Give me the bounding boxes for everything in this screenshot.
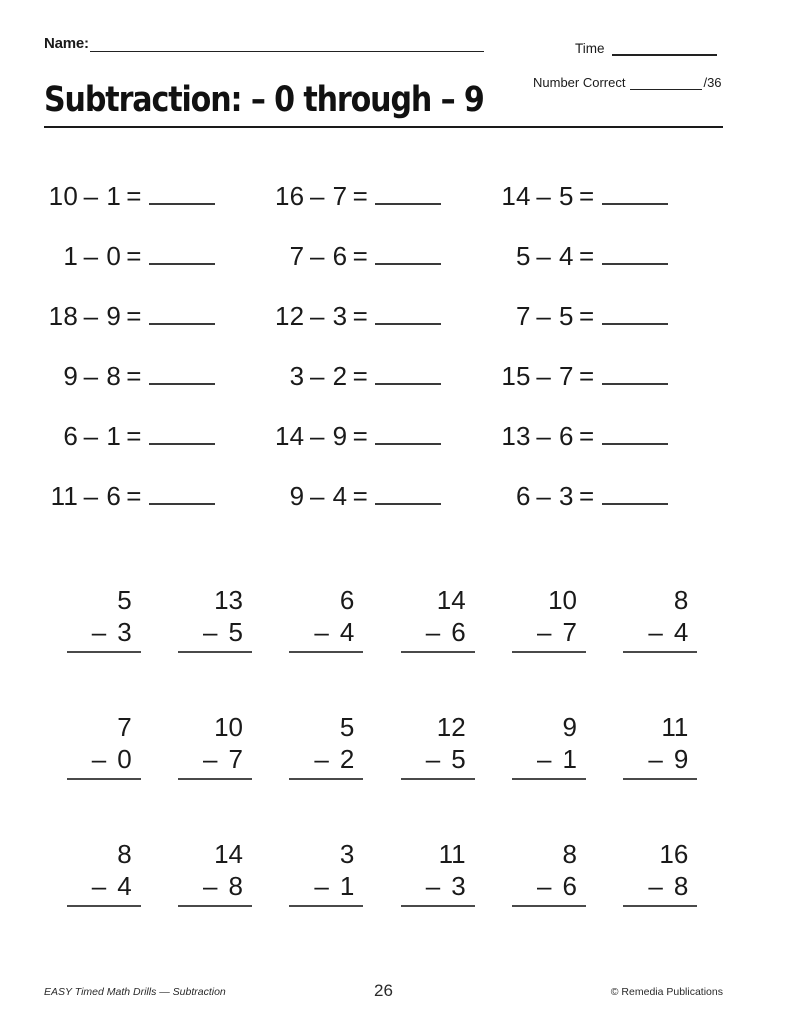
vertical-problem-stack [289,838,363,907]
answer-rule[interactable] [401,778,475,780]
equals-sign: = [126,361,142,391]
horizontal-expression [270,242,441,270]
horizontal-expression [270,482,441,510]
subtrahend: 4 [117,871,132,901]
horizontal-expression [44,362,215,390]
vertical-problem-stack [401,584,475,653]
vertical-problem-stack [67,584,141,653]
subtrahend: 5 [228,617,243,647]
answer-blank[interactable] [602,483,668,505]
minus-sign: – [83,241,99,271]
answer-blank[interactable] [602,303,668,325]
vertical-problem [48,832,159,959]
horizontal-problem [497,226,723,286]
equals-sign: = [352,421,369,451]
minuend: 11 [438,839,466,869]
minus-sign: – [91,744,107,774]
answer-blank[interactable] [375,303,441,325]
minuend: 16 [659,839,689,869]
subtrahend: 6 [558,421,574,451]
minuend: 1 [63,241,78,271]
equals-sign: = [578,301,595,331]
minus-sign: – [83,421,99,451]
minuend: 14 [501,181,531,211]
subtrahend-row [623,616,697,648]
answer-rule[interactable] [67,905,141,907]
minus-sign: – [83,301,99,331]
minus-sign: – [425,617,441,647]
page-title: Subtraction: – 0 through – 9 [44,80,484,120]
minuend: 5 [515,241,531,271]
subtrahend-row [401,743,475,775]
answer-blank[interactable] [602,363,668,385]
minus-sign: – [309,421,325,451]
minus-sign: – [536,301,551,331]
minus-sign: – [648,871,663,901]
minuend: 8 [673,585,689,615]
answer-blank[interactable] [375,483,441,505]
answer-blank[interactable] [149,243,215,265]
answer-blank[interactable] [602,243,668,265]
minuend: 5 [117,585,132,615]
equals-sign: = [126,481,142,511]
minus-sign: – [83,181,99,211]
vertical-problem-stack [512,838,586,907]
vertical-problem-stack [512,711,586,780]
horizontal-expression [270,182,441,210]
vertical-problem [382,832,493,959]
equals-sign: = [126,301,142,331]
vertical-problem [493,705,604,832]
minus-sign: – [91,617,107,647]
vertical-problem-stack [67,838,141,907]
subtrahend: 0 [117,744,132,774]
subtrahend-row [178,870,252,902]
equals-sign: = [126,241,142,271]
minuend: 9 [562,712,577,742]
minus-sign: – [314,744,329,774]
minuend: 6 [339,585,355,615]
vertical-problem [271,705,382,832]
horizontal-problem [44,346,270,406]
vertical-problem-stack [623,711,697,780]
answer-rule[interactable] [512,905,586,907]
vertical-problems-grid [48,578,716,959]
vertical-problem [605,578,716,705]
subtrahend: 7 [558,361,574,391]
minuend: 12 [275,301,305,331]
vertical-problem-stack [178,838,252,907]
subtrahend-row [512,870,586,902]
equals-sign: = [352,361,369,391]
minuend: 8 [117,839,132,869]
number-correct-input-blank[interactable] [630,78,702,90]
minus-sign: – [309,361,325,391]
horizontal-expression [44,182,215,210]
equals-sign: = [126,421,142,451]
horizontal-expression [497,242,668,270]
vertical-problem [48,705,159,832]
number-correct-total: /36 [703,75,722,90]
subtrahend-row [512,616,586,648]
subtrahend: 9 [332,421,348,451]
minuend: 9 [63,361,78,391]
minuend: 3 [289,361,305,391]
minuend: 10 [214,712,243,742]
answer-rule[interactable] [289,905,363,907]
vertical-problem [493,832,604,959]
subtrahend: 4 [558,241,574,271]
subtrahend: 8 [106,361,121,391]
vertical-problem-stack [401,838,475,907]
horizontal-expression [44,482,215,510]
subtrahend: 9 [106,301,121,331]
answer-blank[interactable] [149,303,215,325]
minus-sign: – [91,871,107,901]
subtrahend: 6 [332,241,348,271]
name-field-row [44,36,484,52]
subtrahend-row [623,743,697,775]
subtrahend-row [67,870,141,902]
answer-blank[interactable] [375,423,441,445]
subtrahend: 6 [451,617,466,647]
vertical-problem [605,705,716,832]
subtrahend: 1 [106,421,121,451]
minuend: 15 [501,361,531,391]
subtrahend: 3 [451,871,466,901]
answer-blank[interactable] [149,483,215,505]
answer-blank[interactable] [375,363,441,385]
vertical-problem-stack [178,584,252,653]
minus-sign: – [536,241,551,271]
subtrahend-row [289,616,363,648]
horizontal-problem [270,406,496,466]
equals-sign: = [578,361,595,391]
minus-sign: – [314,617,329,647]
horizontal-problem [44,406,270,466]
subtrahend: 6 [106,481,121,511]
subtrahend-row [401,870,475,902]
answer-rule[interactable] [67,778,141,780]
minuend: 14 [275,421,305,451]
vertical-problem [605,832,716,959]
answer-rule[interactable] [401,651,475,653]
minuend: 8 [562,839,577,869]
vertical-problem-stack [623,838,697,907]
horizontal-problem [44,286,270,346]
horizontal-expression [497,482,668,510]
answer-rule[interactable] [623,778,697,780]
minuend: 14 [436,585,466,615]
answer-rule[interactable] [289,651,363,653]
equals-sign: = [578,241,595,271]
subtrahend-row [67,743,141,775]
horizontal-problem [44,466,270,526]
horizontal-problem [497,346,723,406]
number-correct-label: Number Correct [533,75,626,90]
minus-sign: – [536,181,551,211]
horizontal-problem [497,406,723,466]
answer-blank[interactable] [149,183,215,205]
answer-rule[interactable] [178,905,252,907]
vertical-problem [159,705,270,832]
subtrahend: 5 [558,301,574,331]
subtrahend-row [401,616,475,648]
subtrahend: 3 [117,617,132,647]
subtrahend: 4 [673,617,689,647]
horizontal-expression [270,302,441,330]
subtrahend: 5 [558,181,574,211]
subtrahend-row [512,743,586,775]
subtrahend: 1 [106,181,121,211]
vertical-problem [159,578,270,705]
equals-sign: = [352,181,369,211]
subtrahend-row [178,743,252,775]
vertical-problem-stack [289,584,363,653]
horizontal-problem [497,286,723,346]
answer-rule[interactable] [289,778,363,780]
minus-sign: – [648,617,663,647]
footer-source-text: EASY Timed Math Drills — Subtraction [44,986,226,998]
minus-sign: – [83,361,99,391]
page-number: 26 [374,981,393,1000]
worksheet-footer [44,981,723,1005]
minus-sign: – [537,871,552,901]
minuend: 18 [48,301,78,331]
minus-sign: – [648,744,663,774]
horizontal-expression [270,422,441,450]
horizontal-problem [497,166,723,226]
subtrahend: 2 [339,744,355,774]
subtrahend: 2 [332,361,348,391]
equals-sign: = [126,181,142,211]
minuend: 9 [289,481,305,511]
subtrahend: 3 [558,481,574,511]
minuend: 14 [214,839,243,869]
horizontal-expression [270,362,441,390]
answer-blank[interactable] [375,243,441,265]
minus-sign: – [309,181,325,211]
minuend: 10 [48,181,78,211]
minus-sign: – [536,421,551,451]
subtrahend: 6 [562,871,577,901]
horizontal-problem [270,286,496,346]
minus-sign: – [425,871,441,901]
answer-blank[interactable] [149,423,215,445]
vertical-problem-stack [623,584,697,653]
minus-sign: – [536,481,551,511]
horizontal-problem [44,166,270,226]
minus-sign: – [309,241,325,271]
horizontal-problem [270,166,496,226]
horizontal-problem [497,466,723,526]
footer-copyright: © Remedia Publications [610,986,723,998]
vertical-problem [48,578,159,705]
vertical-problem [493,578,604,705]
vertical-problem-stack [512,584,586,653]
equals-sign: = [352,481,369,511]
answer-blank[interactable] [602,183,668,205]
minus-sign: – [537,617,552,647]
title-divider [44,126,723,128]
subtrahend: 0 [106,241,121,271]
minus-sign: – [83,481,99,511]
vertical-problem-stack [67,711,141,780]
minuend: 12 [436,712,466,742]
horizontal-expression [44,302,215,330]
horizontal-expression [44,242,215,270]
minuend: 7 [289,241,305,271]
subtrahend: 1 [562,744,577,774]
minus-sign: – [203,871,218,901]
minuend: 16 [275,181,305,211]
name-input-blank[interactable] [90,38,484,52]
subtrahend: 7 [332,181,348,211]
minuend: 5 [339,712,355,742]
answer-rule[interactable] [623,905,697,907]
equals-sign: = [578,421,595,451]
minuend: 3 [339,839,355,869]
answer-rule[interactable] [178,651,252,653]
minus-sign: – [536,361,551,391]
vertical-problem [382,578,493,705]
minuend: 11 [661,712,689,742]
subtrahend-row [178,616,252,648]
vertical-problem [271,578,382,705]
horizontal-problem [270,346,496,406]
subtrahend: 3 [332,301,348,331]
vertical-problem [159,832,270,959]
minuend: 11 [50,481,78,511]
worksheet-header [0,0,800,132]
vertical-problem [382,705,493,832]
minuend: 13 [214,585,243,615]
equals-sign: = [352,301,369,331]
equals-sign: = [352,241,369,271]
minus-sign: – [309,301,325,331]
answer-blank[interactable] [375,183,441,205]
name-label: Name: [44,35,89,52]
minus-sign: – [203,617,218,647]
answer-rule[interactable] [623,651,697,653]
answer-rule[interactable] [67,651,141,653]
answer-blank[interactable] [602,423,668,445]
minuend: 6 [63,421,78,451]
horizontal-problem [270,466,496,526]
subtrahend-row [289,743,363,775]
minus-sign: – [309,481,325,511]
time-field-row [575,42,717,56]
horizontal-expression [497,302,668,330]
subtrahend: 7 [562,617,577,647]
minuend: 10 [548,585,577,615]
subtrahend-row [67,616,141,648]
subtrahend: 1 [339,871,355,901]
subtrahend: 7 [228,744,243,774]
equals-sign: = [578,181,595,211]
vertical-problem-stack [401,711,475,780]
subtrahend: 9 [673,744,689,774]
subtrahend: 5 [451,744,466,774]
minus-sign: – [537,744,552,774]
minuend: 7 [117,712,132,742]
time-label: Time [575,41,605,56]
time-input-blank[interactable] [612,42,717,56]
vertical-problem-stack [289,711,363,780]
subtrahend-row [289,870,363,902]
horizontal-expression [497,182,668,210]
horizontal-expression [497,422,668,450]
horizontal-expression [497,362,668,390]
minus-sign: – [203,744,218,774]
number-correct-row [533,76,722,90]
horizontal-expression [44,422,215,450]
subtrahend: 4 [332,481,348,511]
subtrahend: 4 [339,617,355,647]
horizontal-problem [44,226,270,286]
minus-sign: – [314,871,329,901]
subtrahend-row [623,870,697,902]
answer-rule[interactable] [512,778,586,780]
answer-rule[interactable] [178,778,252,780]
answer-rule[interactable] [512,651,586,653]
minus-sign: – [425,744,441,774]
minuend: 6 [515,481,531,511]
vertical-problem-stack [178,711,252,780]
subtrahend: 8 [673,871,689,901]
minuend: 13 [501,421,531,451]
vertical-problem [271,832,382,959]
horizontal-problems-grid [44,166,723,526]
minuend: 7 [515,301,531,331]
subtrahend: 8 [228,871,243,901]
answer-rule[interactable] [401,905,475,907]
horizontal-problem [270,226,496,286]
answer-blank[interactable] [149,363,215,385]
equals-sign: = [578,481,595,511]
